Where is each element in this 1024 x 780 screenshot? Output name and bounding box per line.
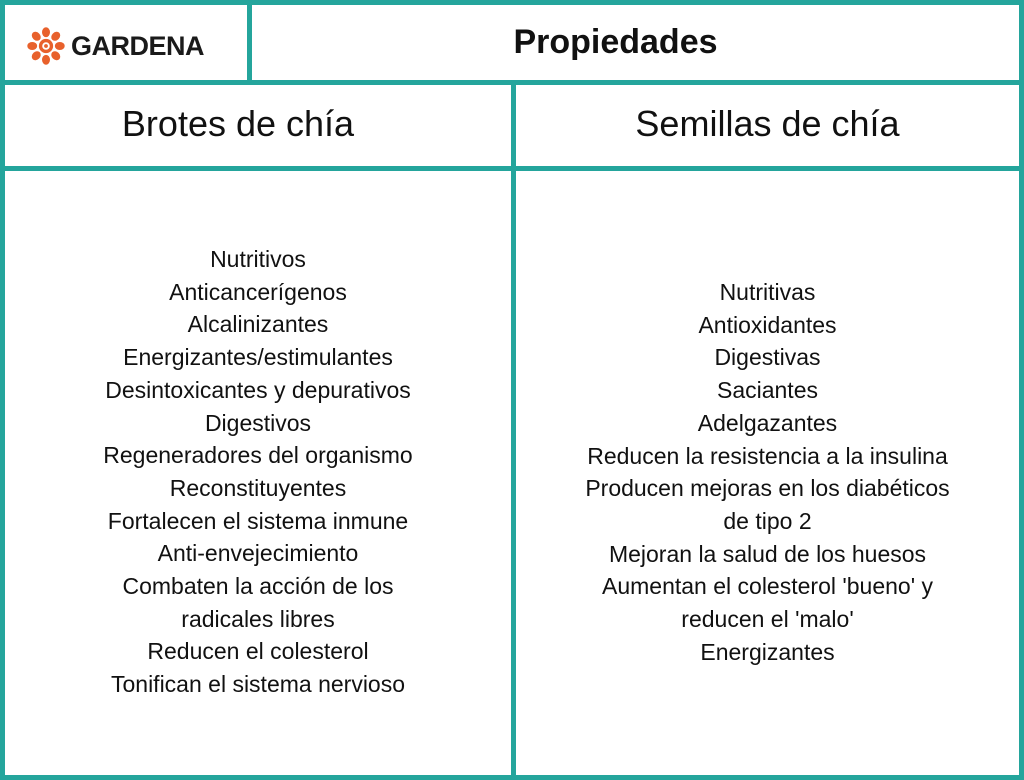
list-item: Reducen el colesterol xyxy=(147,638,369,665)
list-item: Digestivas xyxy=(714,344,821,371)
column-header-sprouts xyxy=(0,80,516,171)
list-item: Alcalinizantes xyxy=(187,311,329,338)
list-item: Desintoxicantes y depurativos xyxy=(105,376,411,403)
list-item: Energizantes/estimulantes xyxy=(123,344,393,371)
seeds-properties-list xyxy=(516,276,1019,668)
column-body-seeds xyxy=(511,166,1024,780)
list-item: radicales libres xyxy=(181,605,335,632)
list-item: reducen el 'malo' xyxy=(681,606,854,633)
list-item: Saciantes xyxy=(716,377,818,404)
list-item: Combaten la acción de los xyxy=(122,573,394,600)
list-item: Anticancerígenos xyxy=(169,278,347,305)
list-item: Antioxidantes xyxy=(698,311,837,338)
list-item: Nutritivas xyxy=(719,279,816,305)
column-header-seeds xyxy=(511,80,1024,171)
list-item: Energizantes xyxy=(700,638,835,665)
gardena-sun-icon xyxy=(27,27,65,65)
list-item: Reconstituyentes xyxy=(169,474,347,501)
page-title: Propiedades xyxy=(513,23,718,61)
column-title-seeds: Semillas de chía xyxy=(635,103,900,144)
list-item: Nutritivos xyxy=(210,246,306,272)
list-item: Regeneradores del organismo xyxy=(103,442,413,469)
sprouts-properties-list xyxy=(5,243,511,701)
title-cell xyxy=(247,0,1024,85)
list-item: Anti-envejecimiento xyxy=(157,540,359,567)
list-item: Aumentan el colesterol 'bueno' y xyxy=(602,573,933,600)
column-body-sprouts xyxy=(0,166,516,780)
column-title-sprouts: Brotes de chía xyxy=(121,103,355,144)
list-item: Mejoran la salud de los huesos xyxy=(608,540,927,567)
list-item: Reducen la resistencia a la insulina xyxy=(587,442,948,469)
list-item: Producen mejoras en los diabéticos xyxy=(585,475,950,502)
logo-cell xyxy=(0,0,252,85)
list-item: Digestivos xyxy=(204,409,312,436)
list-item: de tipo 2 xyxy=(723,507,812,534)
list-item: Fortalecen el sistema inmune xyxy=(107,507,409,534)
brand-name: GARDENA xyxy=(71,30,205,61)
list-item: Tonifican el sistema nervioso xyxy=(110,671,406,698)
list-item: Adelgazantes xyxy=(697,409,838,436)
brand-logo xyxy=(27,27,204,65)
